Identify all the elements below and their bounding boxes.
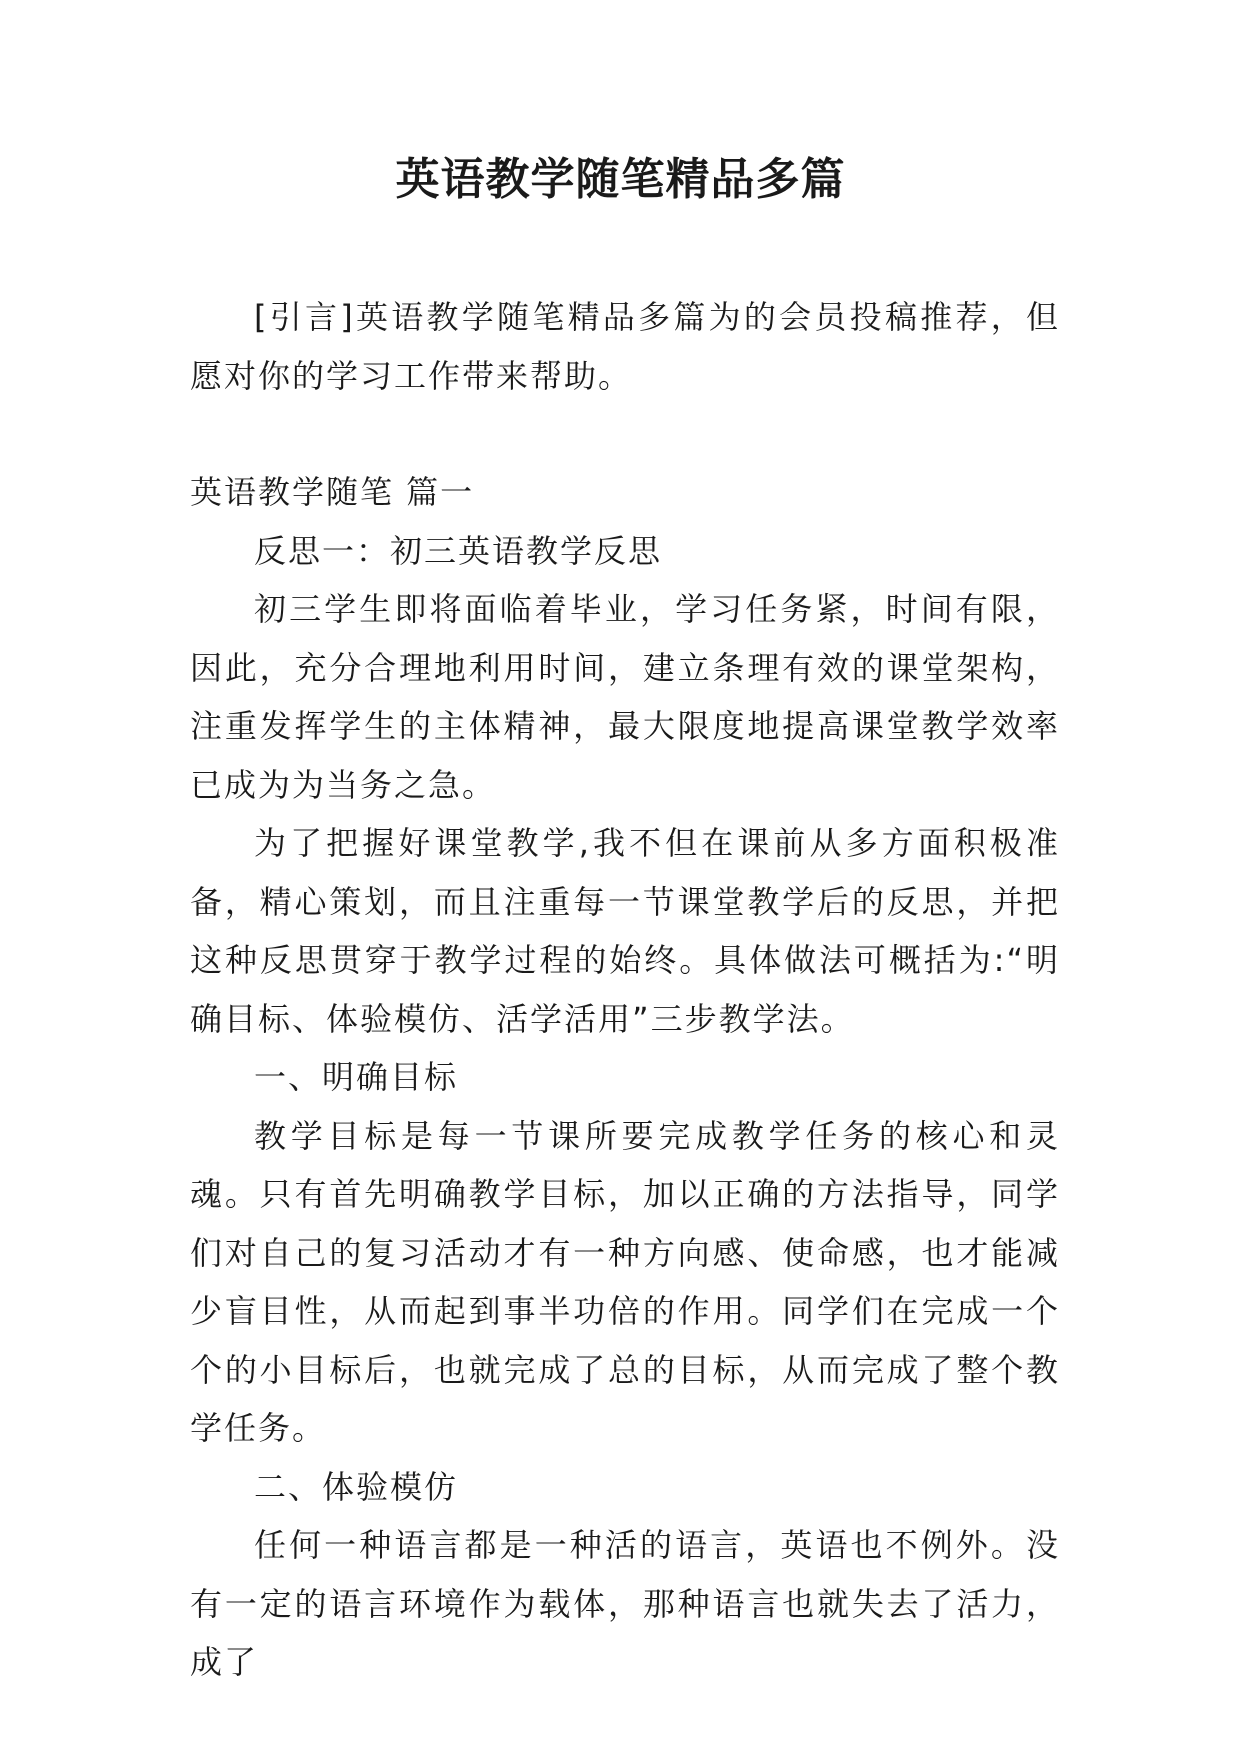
paragraph-4: 任何一种语言都是一种活的语言，英语也不例外。没有一定的语言环境作为载体，那种语言也就失去了活力，成了 [190,1526,1060,1681]
paragraph-gap [190,405,1060,463]
section-heading: 英语教学随笔 篇一 [190,473,475,511]
point-2-heading: 二、体验模仿 [254,1467,459,1506]
point-1-heading: 一、明确目标 [254,1058,459,1096]
paragraph-3: 教学目标是每一节课所要完成教学任务的核心和灵魂。只有首先明确教学目标，加以正确的方法指导，同学们对自己的复习活动才有一种方向感、使命感，也才能减少盲目性，从而起到事半功倍的作用。同学们在完成一个个的小目标后，也就完成了总的目标，从而完成了整个教学任务。 [190,1116,1060,1447]
intro-paragraph: [引言]英语教学随笔精品多篇为的会员投稿推荐，但愿对你的学习工作带来帮助。 [190,298,1060,395]
document-title: 英语教学随笔精品多篇 [395,154,846,205]
paragraph-1: 初三学生即将面临着毕业，学习任务紧，时间有限，因此，充分合理地利用时间，建立条理有效的课堂架构，注重发挥学生的主体精神，最大限度地提高课堂教学效率已成为为当务之急。 [190,590,1060,804]
subheading-reflection: 反思一：初三英语教学反思 [254,531,663,570]
document-body [190,288,1060,1692]
paragraph-2: 为了把握好课堂教学,我不但在课前从多方面积极准备，精心策划，而且注重每一节课堂教学后的反思，并把这种反思贯穿于教学过程的始终。具体做法可概括为:“明确目标、体验模仿、活学活用”三步教学法。 [190,824,1060,1038]
